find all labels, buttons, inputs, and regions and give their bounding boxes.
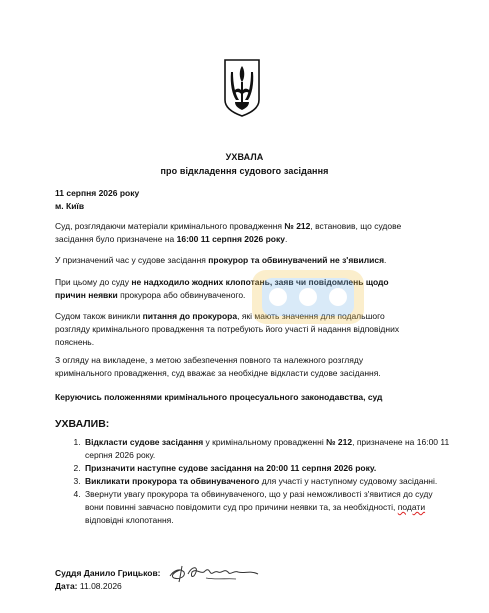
handwritten-signature [166,560,261,586]
decision-item: 1. Відкласти судове засідання у кримінальному провадженні № 212, призначене на 16:00 11 серпня 2026 року. [83,436,453,462]
judge-label: Суддя Данило Грицьков: [55,568,161,578]
date-label: Дата: [55,581,78,591]
signature-block [55,567,161,593]
decision-item: 2. Призначити наступне судове засідання на 20:00 11 серпня 2026 року. [83,462,453,475]
paragraph-legal-basis: Керуючись положеннями кримінального процесуального законодавства, суд [55,392,383,402]
paragraph-no-show: У призначений час у судове засідання прокурор та обвинувачений не з'явилися. [55,255,387,265]
ruling-city: м. Київ [55,201,85,211]
paragraph-case-review: Суд, розглядаючи матеріали кримінального провадження № 212, встановив, що судове засідання було призначене на 16:00 11 серпня 2026 року. [55,221,402,244]
decision-item: 3. Викликати прокурора та обвинуваченого для участі у наступному судовому засіданні. [83,475,453,488]
paragraph-reasoning: З огляду на викладене, з метою забезпечення повного та належного розгляду кримінального провадження, суд вважає за необхідне відкласти судове засідання. [55,355,381,378]
ruling-date: 11 серпня 2026 року [55,188,140,198]
decision-item: 4. Звернути увагу прокурора та обвинуваченого, що у разі неможливості з'явитися до суду вони повинні завчасно повідомити суд про причини неявки та, за необхідності, подати відповідні клопотання. [83,488,453,527]
date-value: 11.08.2026 [77,581,122,591]
decision-heading: УХВАЛИВ: [55,418,110,430]
document-subtitle: про відкладення судового засідання [160,166,329,176]
paragraph-no-motions: При цьому до суду не надходило жодних клопотань, заяв чи повідомлень щодо причин неявки прокурора або обвинуваченого. [55,277,389,300]
paragraph-prosecutor-questions: Судом також виникли питання до прокурора, які мають значення для подальшого розгляду кримінального провадження та потребують його участі й надання відповідних пояснень. [55,311,400,347]
trident-coat-of-arms-icon [222,58,262,118]
document-title: УХВАЛА [225,152,264,162]
decision-list [55,436,453,527]
